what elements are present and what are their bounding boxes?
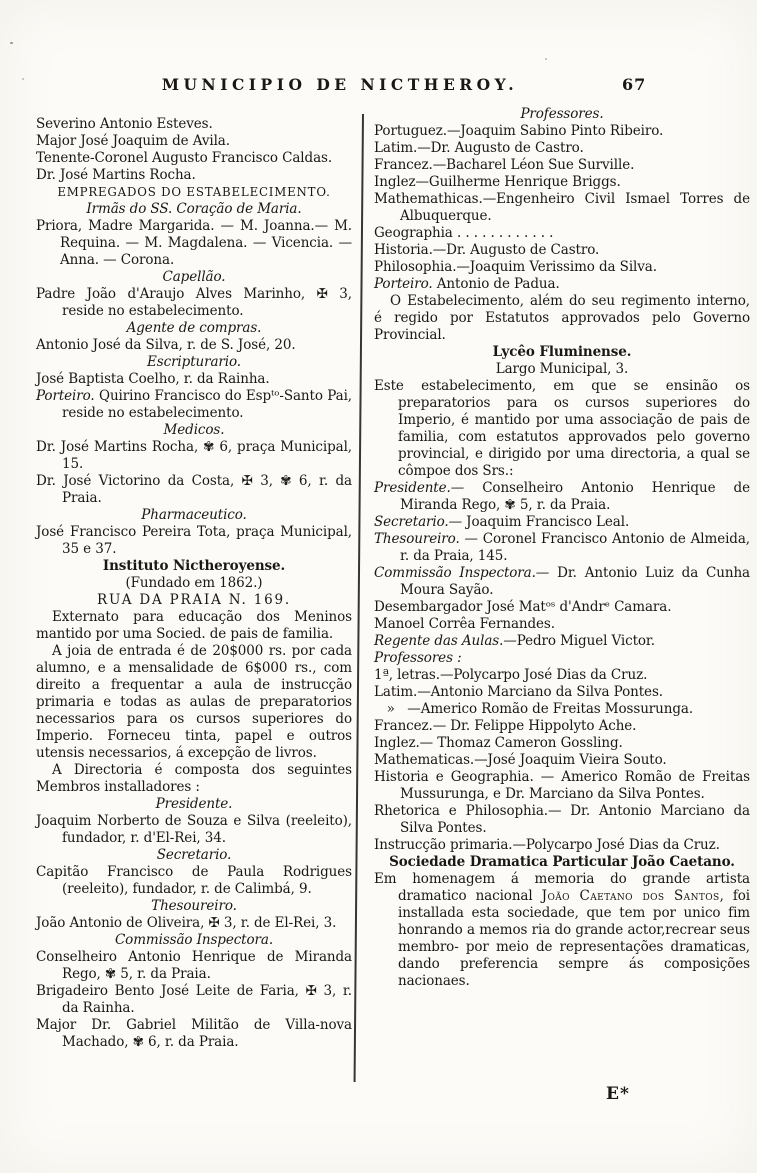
text-run: Padre João d'Araujo Alves Marinho, ✠ 3, reside no estabelecimento. (36, 286, 352, 319)
text-block (374, 650, 750, 667)
text-run: Escripturario. (147, 354, 241, 370)
text-block (374, 259, 750, 276)
text-block (36, 932, 352, 949)
text-run: Conselheiro Antonio Henrique de Miranda Rego, ✾ 5, r. da Praia. (400, 480, 750, 513)
text-block (374, 803, 750, 837)
text-block (36, 439, 352, 473)
text-block (36, 558, 352, 575)
text-run: Desembargador José Matᵒˢ d'Andrᵉ Camara. (374, 599, 672, 615)
text-run: Tenente-Coronel Augusto Francisco Caldas. (36, 150, 333, 166)
text-block (374, 276, 750, 293)
text-run: Professores : (374, 650, 462, 666)
text-block (36, 167, 352, 184)
text-block (374, 191, 750, 225)
text-block (36, 201, 352, 218)
text-run: A Directoria é composta dos seguintes Membros installadores : (36, 762, 352, 795)
text-block (36, 983, 352, 1017)
text-block (374, 106, 750, 123)
text-run: Este estabelecimento, em que se ensinão os preparatorios para os cursos superiores do Imperio, é mantido por uma associação de pais de familia, com estatutos approvados pelo governo provincial, e dirigido por uma directoria, a qual se cômpoe dos Srs.: (374, 378, 750, 479)
text-block (36, 150, 352, 167)
text-block (374, 871, 750, 990)
text-run: Instituto Nictheroyense. (102, 558, 286, 574)
text-block (374, 701, 750, 718)
text-block (374, 633, 750, 650)
scan-artifact (10, 42, 13, 44)
text-run: Presidente.— (374, 480, 465, 496)
text-block (36, 524, 352, 558)
text-run: Irmãs do SS. Coração de Maria. (86, 201, 302, 217)
text-run: Philosophia.—Joaquim Verissimo da Silva. (374, 259, 657, 275)
text-block (374, 242, 750, 259)
text-run: O Estabelecimento, além do seu regimento interno, é regido por Estatutos approvados pelo Governo Provincial. (374, 293, 750, 343)
text-block (36, 796, 352, 813)
text-block (36, 133, 352, 150)
text-block (36, 507, 352, 524)
text-run: Historia.—Dr. Augusto de Castro. (374, 242, 600, 258)
text-run: Capellão. (162, 269, 226, 285)
text-run: Priora, Madre Margarida. — M. Joanna.— M. Requina. — M. Magdalena. — Vicencia. — Anna. — Corona. (36, 218, 352, 268)
text-run: José Francisco Pereira Tota, praça Municipal, 35 e 37. (36, 524, 352, 557)
text-block (374, 599, 750, 616)
text-block (374, 837, 750, 854)
text-run: Geographia . . . . . . . . . . . . (374, 225, 554, 241)
text-run: Manoel Corrêa Fernandes. (374, 616, 555, 632)
text-block (374, 157, 750, 174)
text-block (374, 225, 750, 242)
text-block (36, 473, 352, 507)
text-run: Francez.—Bacharel Léon Sue Surville. (374, 157, 635, 173)
text-block (36, 269, 352, 286)
text-run: Sociedade Dramatica Particular João Caetano. (389, 854, 735, 870)
text-run: Porteiro. (36, 388, 95, 404)
text-run: Capitão Francisco de Paula Rodrigues (reeleito), fundador, r. de Calimbá, 9. (36, 864, 352, 897)
right-column (374, 106, 750, 1051)
text-block (374, 718, 750, 735)
text-block (36, 575, 352, 592)
text-run: Dr. Antonio Luiz da Cunha Moura Sayão. (400, 565, 750, 598)
text-block (374, 854, 750, 871)
text-block (36, 116, 352, 133)
text-run: Lycêo Fluminense. (492, 344, 632, 360)
text-run: 1ª, letras.—Polycarpo José Dias da Cruz. (374, 667, 648, 683)
text-run: Thesoureiro. (151, 898, 237, 914)
text-block (374, 293, 750, 344)
text-block (36, 762, 352, 796)
text-run: José Baptista Coelho, r. da Rainha. (36, 371, 270, 387)
text-block (374, 378, 750, 480)
text-block (36, 813, 352, 847)
text-block (36, 388, 352, 422)
text-block (374, 140, 750, 157)
scan-artifact (545, 58, 547, 60)
text-columns (36, 106, 750, 1051)
text-run: » —Americo Romão de Freitas Mossurunga. (374, 701, 694, 717)
text-run: RUA DA PRAIA N. 169. (97, 592, 291, 608)
page-header-title: MUNICIPIO DE NICTHEROY. (161, 75, 519, 94)
text-run: Conselheiro Antonio Henrique de Miranda Rego, ✾ 5, r. da Praia. (36, 949, 352, 982)
text-block (36, 354, 352, 371)
text-run: Portuguez.—Joaquim Sabino Pinto Ribeiro. (374, 123, 664, 139)
text-run: Externato para educação dos Meninos mantido por uma Socied. de pais de familia. (36, 609, 352, 642)
text-run: Joaquim Norberto de Souza e Silva (reeleito), fundador, r. d'El-Rei, 34. (36, 813, 352, 846)
page-number: 67 (622, 75, 647, 94)
text-run: Secretario.— (374, 514, 462, 530)
text-run: Porteiro. (374, 276, 433, 292)
text-block (374, 174, 750, 191)
text-run: Joaquim Francisco Leal. (461, 514, 630, 530)
text-run: Regente das Aulas.— (374, 633, 517, 649)
text-run: , foi installada esta sociedade, que tem por unico fim honrando a memos ria do grande actor,recrear seus membro- por meio de representações dramaticas, dando preferencia sempre ás composições nacionaes. (398, 888, 750, 989)
text-run: Pharmaceutico. (141, 507, 247, 523)
text-run: Thesoureiro. — (374, 531, 478, 547)
text-block (36, 422, 352, 439)
text-block (374, 514, 750, 531)
text-run: Commissão Inspectora. (114, 932, 274, 948)
text-block (36, 286, 352, 320)
text-run: (Fundado em 1862.) (125, 575, 263, 591)
text-run: Rhetorica e Philosophia.— Dr. Antonio Marciano da Silva Pontes. (374, 803, 750, 836)
text-run: Professores. (520, 106, 604, 122)
text-run: Coronel Francisco Antonio de Almeida, r. da Praia, 145. (400, 531, 750, 564)
text-block (36, 847, 352, 864)
text-run: Dr. José Martins Rocha. (36, 167, 196, 183)
text-run: Commissão Inspectora.— (374, 565, 550, 581)
text-run: A joia de entrada é de 20$000 rs. por cada alumno, e a mensalidade de 6$000 rs., com direito a frequentar a aula de instrucção primaria e todas as aulas de preparatorios necessarios para os cursos superiores do Imperio. Forneceu tinta, papel e outros utensis necessarios, á excepção de livros. (36, 643, 352, 761)
text-block (36, 643, 352, 762)
text-run: Dr. José Martins Rocha, ✾ 6, praça Municipal, 15. (36, 439, 352, 472)
text-run: Mathematicas.—José Joaquim Vieira Souto. (374, 752, 667, 768)
text-block (374, 480, 750, 514)
text-run: Inglez—Guilherme Henrique Briggs. (374, 174, 621, 190)
text-block (36, 592, 352, 609)
text-run: Em homenagem á memoria do grande artista dramatico nacional (374, 871, 750, 904)
text-run: Major Dr. Gabriel Militão de Villa-nova Machado, ✾ 6, r. da Praia. (36, 1017, 352, 1050)
text-block (374, 667, 750, 684)
text-run: Historia e Geographia. — Americo Romão de Freitas Mussurunga, e Dr. Marciano da Silva Pontes. (374, 769, 750, 802)
text-run: Antonio de Padua. (432, 276, 560, 292)
text-run: Pedro Miguel Victor. (516, 633, 655, 649)
text-block (36, 371, 352, 388)
text-run: Francez.— Dr. Felippe Hippolyto Ache. (374, 718, 637, 734)
text-run: Agente de compras. (126, 320, 262, 336)
text-block (374, 344, 750, 361)
text-run: Inglez.— Thomaz Cameron Gossling. (374, 735, 623, 751)
text-block (374, 769, 750, 803)
text-block (36, 337, 352, 354)
text-run: Latim.—Antonio Marciano da Silva Pontes. (374, 684, 663, 700)
text-block (36, 949, 352, 983)
text-run: Mathemathicas.—Engenheiro Civil Ismael Torres de Albuquerque. (374, 191, 750, 224)
text-block (374, 531, 750, 565)
text-run: Quirino Francisco do Espᵗᵒ-Santo Pai, reside no estabelecimento. (62, 388, 352, 421)
text-run: Presidente. (155, 796, 233, 812)
text-run: EMPREGADOS DO ESTABELECIMENTO. (57, 185, 331, 199)
text-run: João Caetano dos Santos (541, 888, 720, 904)
text-block (36, 320, 352, 337)
left-column (36, 106, 352, 1051)
text-block (374, 123, 750, 140)
text-block (36, 915, 352, 932)
text-run: Latim.—Dr. Augusto de Castro. (374, 140, 584, 156)
text-block (36, 609, 352, 643)
text-block (374, 752, 750, 769)
text-block (374, 616, 750, 633)
text-block (36, 898, 352, 915)
printer-signature-mark: E* (606, 1084, 630, 1104)
text-run: João Antonio de Oliveira, ✠ 3, r. de El-Rei, 3. (36, 915, 337, 931)
text-block (36, 864, 352, 898)
text-run: Secretario. (156, 847, 232, 863)
text-run: Instrucção primaria.—Polycarpo José Dias da Cruz. (374, 837, 720, 853)
text-run: Brigadeiro Bento José Leite de Faria, ✠ 3, r. da Rainha. (36, 983, 352, 1016)
scan-artifact (22, 78, 24, 80)
text-block (36, 218, 352, 269)
text-block (374, 361, 750, 378)
text-run: Dr. José Victorino da Costa, ✠ 3, ✾ 6, r. da Praia. (36, 473, 352, 506)
text-run: Largo Municipal, 3. (495, 361, 629, 377)
text-block (36, 184, 352, 201)
text-block (374, 684, 750, 701)
text-run: Antonio José da Silva, r. de S. José, 20. (36, 337, 296, 353)
text-block (36, 1017, 352, 1051)
text-block (374, 565, 750, 599)
text-run: Severino Antonio Esteves. (36, 116, 213, 132)
text-run: Medicos. (163, 422, 225, 438)
text-run: Major José Joaquim de Avila. (36, 133, 230, 149)
text-block (374, 735, 750, 752)
